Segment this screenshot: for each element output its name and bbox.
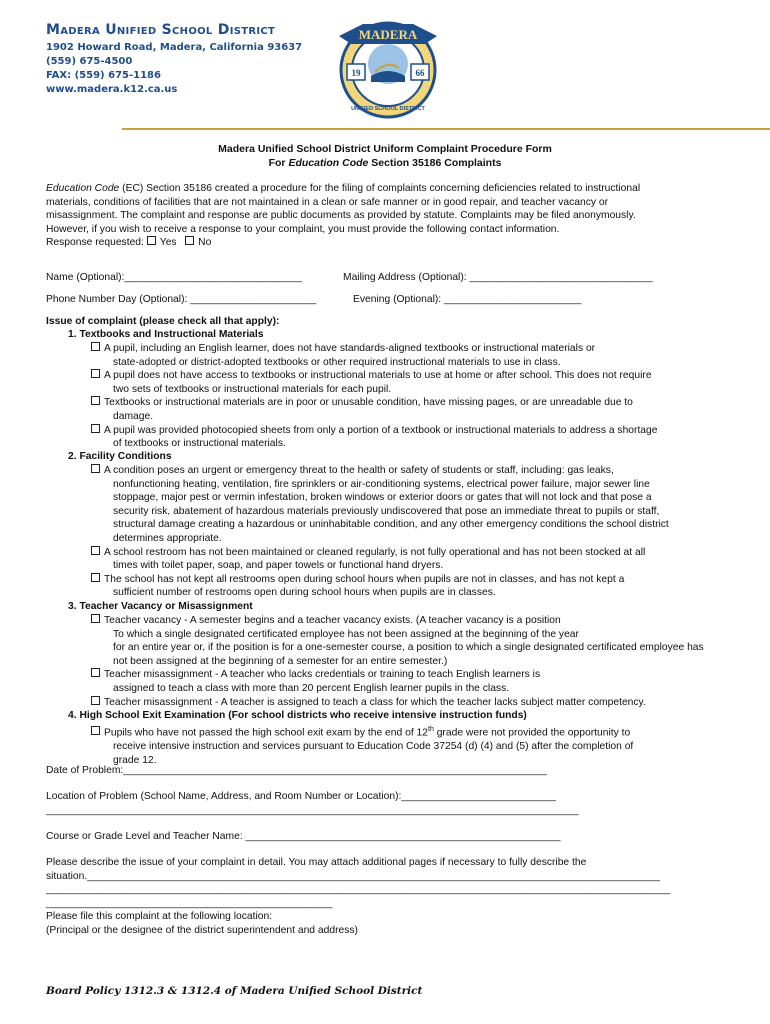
checkbox-item[interactable]: Pupils who have not passed the high school exit exam by the end of 12th grade were not provided the opportunity to — [91, 723, 633, 740]
name-field[interactable]: Name (Optional):_______________________________ — [46, 272, 302, 283]
location-of-problem-field[interactable]: Location of Problem (School Name, Address, and Room Number or Location):___________________________ — [46, 791, 557, 802]
phone-evening-field[interactable]: Evening (Optional): ________________________ — [353, 294, 582, 305]
describe-complaint: Please describe the issue of your complaint in detail. You may attach additional pages if necessary to fully describe the situation.____________________________________________________________________________________________________ _____________________________________________________________________________________________________________ __________________________________________________ — [46, 857, 671, 909]
checkbox[interactable] — [91, 396, 100, 405]
seal-ring-text: UNIFIED SCHOOL DISTRICT — [351, 106, 425, 112]
file-location-note: Please file this complaint at the following location: (Principal or the designee of the district superintendent and address) — [46, 911, 358, 936]
district-seal-logo — [333, 14, 443, 122]
district-website: www.madera.k12.ca.us — [46, 84, 178, 95]
section-teacher-items: Teacher vacancy - A semester begins and a teacher vacancy exists. (A teacher vacancy is a position To which a single designated certificated employee has not been assigned at the beginning of the year for an entire year or, if the position is for a one-semester course, a position to which a single designated certificated employee has not been assigned at the beginning of a semester for an entire semester.) Teacher misassignment - A teacher who lacks credentials or training to teach English learners is assigned to teach a class with more than 20 percent English learner pupils in the class. Teacher misassignment - A teacher is assigned to teach a class for which the teacher lacks subject matter competency. — [91, 614, 704, 709]
seal-year-left: 19 — [351, 68, 361, 78]
checkbox-item[interactable]: Teacher misassignment - A teacher who lacks credentials or training to teach English learners is — [91, 668, 704, 682]
location-line-2[interactable]: _____________________________________________________________________________________________ — [46, 805, 579, 816]
seal-top-text: MADERA — [358, 27, 418, 42]
form-title: Madera Unified School District Uniform Complaint Procedure Form — [218, 143, 552, 155]
checkbox[interactable] — [91, 464, 100, 473]
section-exit-exam-items: Pupils who have not passed the high school exit exam by the end of 12th grade were not provided the opportunity to receive intensive instruction and services pursuant to Education Code 37254 (d) (4) and (5) after the completion of grade 12. — [91, 723, 633, 767]
describe-line[interactable]: _____________________________________________________________________________________________________________ — [46, 884, 671, 896]
checkbox-item[interactable]: A condition poses an urgent or emergency threat to the health or safety of students or staff, including: gas leaks, — [91, 464, 669, 478]
checkbox[interactable] — [91, 696, 100, 705]
header-rule — [122, 128, 770, 130]
checkbox[interactable] — [91, 369, 100, 378]
checkbox-item[interactable]: Teacher vacancy - A semester begins and a teacher vacancy exists. (A teacher vacancy is a position — [91, 614, 704, 628]
district-name: Madera Unified School District — [46, 22, 276, 38]
checkbox-item[interactable]: A pupil was provided photocopied sheets from only a portion of a textbook or instructional materials to address a shortage — [91, 424, 658, 438]
describe-line[interactable]: __________________________________________________ — [46, 897, 333, 909]
section-facility-items: A condition poses an urgent or emergency threat to the health or safety of students or staff, including: gas leaks, nonfunctioning heating, ventilation, fire sprinklers or air-conditioning systems, electrical power failure, major sewer line stoppage, major pest or vermin infestation, broken windows or exterior doors or gates that will not lock and that pose a security risk, abatement of hazardous materials previously undiscovered that pose an immediate threat to pupils or staff, structural damage creating a hazardous or uninhabitable condition, and any other emergency conditions the school district determines appropriate. A school restroom has not been maintained or cleaned regularly, is not fully operational and has not been stocked at all times with toilet paper, soap, and paper towels or functional hand dryers. The school has not kept all restrooms open during school hours when pupils are not in classes, and has not kept a sufficient number of restrooms open during school hours when pupils are in classes. — [91, 464, 669, 600]
section-facility-heading: 2. Facility Conditions — [68, 451, 172, 462]
section-exit-exam-heading: 4. High School Exit Examination (For school districts who receive intensive instruction funds) — [68, 710, 527, 721]
course-teacher-field[interactable]: Course or Grade Level and Teacher Name: _______________________________________________________ — [46, 831, 561, 842]
checkbox-item[interactable]: Teacher misassignment - A teacher is assigned to teach a class for which the teacher lacks subject matter competency. — [91, 696, 704, 710]
checkbox[interactable] — [91, 668, 100, 677]
checkbox[interactable] — [91, 424, 100, 433]
checkbox-item[interactable]: A pupil, including an English learner, does not have standards-aligned textbooks or instructional materials or — [91, 342, 658, 356]
checkbox[interactable] — [91, 573, 100, 582]
board-policy-footer: Board Policy 1312.3 & 1312.4 of Madera Unified School District — [46, 985, 423, 997]
district-fax: FAX: (559) 675-1186 — [46, 70, 161, 81]
section-textbooks-heading: 1. Textbooks and Instructional Materials — [68, 329, 264, 340]
section-teacher-heading: 3. Teacher Vacancy or Misassignment — [68, 601, 253, 612]
response-requested: Response requested: Yes No — [46, 237, 212, 249]
date-of-problem-field[interactable]: Date of Problem:__________________________________________________________________________ — [46, 765, 548, 776]
mailing-address-field[interactable]: Mailing Address (Optional): ________________________________ — [343, 272, 653, 283]
seal-year-right: 66 — [415, 68, 425, 78]
checkbox[interactable] — [91, 726, 100, 735]
checkbox-item[interactable]: A school restroom has not been maintained or cleaned regularly, is not fully operational and has not been stocked at all — [91, 546, 669, 560]
checkbox[interactable] — [91, 614, 100, 623]
checkbox[interactable] — [91, 546, 100, 555]
describe-line[interactable]: situation.____________________________________________________________________________________________________ — [46, 870, 660, 882]
district-phone: (559) 675-4500 — [46, 56, 133, 67]
intro-paragraph: Education Code (EC) Section 35186 created a procedure for the filing of complaints concerning deficiencies related to instructional materials, conditions of facilities that are not maintained in a clean or safe manner or in good repair, and teacher vacancy or misassignment. The complaint and response are public documents as provided by statute. Complaints may be filed anonymously. However, if you wish to receive a response to your complaint, you must provide the following contact information. Response requested: Yes No — [46, 183, 641, 249]
form-subtitle: For Education Code Section 35186 Complaints — [268, 157, 502, 169]
response-yes-checkbox[interactable] — [147, 236, 156, 245]
phone-day-field[interactable]: Phone Number Day (Optional): ______________________ — [46, 294, 317, 305]
checkbox[interactable] — [91, 342, 100, 351]
response-no-checkbox[interactable] — [185, 236, 194, 245]
section-textbooks-items: A pupil, including an English learner, does not have standards-aligned textbooks or instructional materials or state-adopted or district-adopted textbooks or other required instructional materials to use in class. A pupil does not have access to textbooks or instructional materials to use at home or after school. This does not require two sets of textbooks or instructional materials for each pupil. Textbooks or instructional materials are in poor or unusable condition, have missing pages, or are unreadable due to damage. A pupil was provided photocopied sheets from only a portion of a textbook or instructional materials to address a shortage of textbooks or instructional materials. — [91, 342, 658, 451]
district-address: 1902 Howard Road, Madera, California 93637 — [46, 42, 303, 53]
checkbox-item[interactable]: The school has not kept all restrooms open during school hours when pupils are not in classes, and has not kept a — [91, 573, 669, 587]
checkbox-item[interactable]: A pupil does not have access to textbooks or instructional materials to use at home or after school. This does not require — [91, 369, 658, 383]
issue-heading: Issue of complaint (please check all that apply): — [46, 316, 280, 327]
checkbox-item[interactable]: Textbooks or instructional materials are in poor or unusable condition, have missing pages, or are unreadable due to — [91, 396, 658, 410]
